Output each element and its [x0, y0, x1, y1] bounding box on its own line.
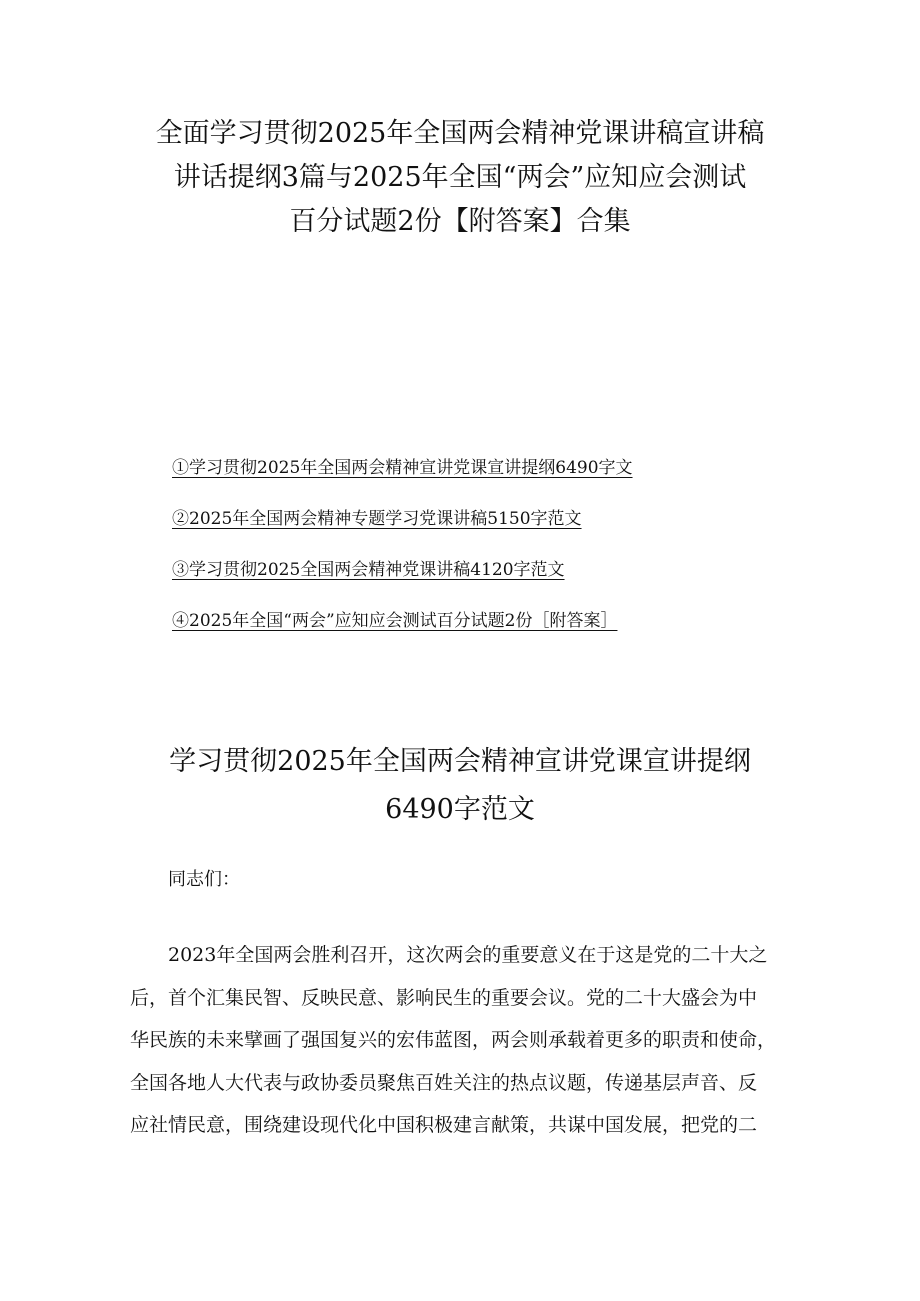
toc-link-3[interactable]: ③学习贯彻2025全国两会精神党课讲稿4120字范文	[172, 560, 565, 580]
body-line: 华民族的未来擘画了强国复兴的宏伟蓝图，两会则承载着更多的职责和使命，	[130, 1029, 777, 1051]
toc-link-4[interactable]: ④2025年全国“两会”应知应会测试百分试题2份［附答案］	[172, 611, 618, 631]
document-title-line: 讲话提纲3篇与2025年全国“两会”应知应会测试	[173, 162, 747, 193]
section-title	[90, 738, 830, 834]
toc-link-2[interactable]: ②2025年全国两会精神专题学习党课讲稿5150字范文	[172, 509, 582, 529]
toc-item	[172, 503, 812, 543]
body-line: 全国各地人大代表与政协委员聚焦百姓关注的热点议题，传递基层声音、反	[130, 1071, 758, 1094]
toc-link-1[interactable]: ①学习贯彻2025年全国两会精神宣讲党课宣讲提纲6490字文	[172, 458, 633, 478]
section-title-line: 学习贯彻2025年全国两会精神宣讲党课宣讲提纲	[169, 746, 751, 777]
salutation: 同志们：	[168, 869, 240, 890]
body-line: 后，首个汇集民智、反映民意、影响民生的重要会议。党的二十大盛会为中	[130, 986, 758, 1009]
document-title	[90, 112, 830, 244]
table-of-contents	[172, 452, 812, 656]
document-title-line: 百分试题2份【附答案】合集	[289, 206, 631, 237]
document-title-line: 全面学习贯彻2025年全国两会精神党课讲稿宣讲稿	[155, 118, 765, 149]
body-line: 应社情民意，围绕建设现代化中国积极建言献策，共谋中国发展，把党的二	[130, 1114, 758, 1136]
body-line: 2023年全国两会胜利召开，这次两会的重要意义在于这是党的二十大之	[168, 944, 768, 966]
toc-item	[172, 554, 812, 594]
body-paragraph	[130, 934, 800, 1147]
toc-item	[172, 605, 812, 645]
section-title-line: 6490字范文	[385, 794, 535, 825]
toc-item	[172, 452, 812, 492]
